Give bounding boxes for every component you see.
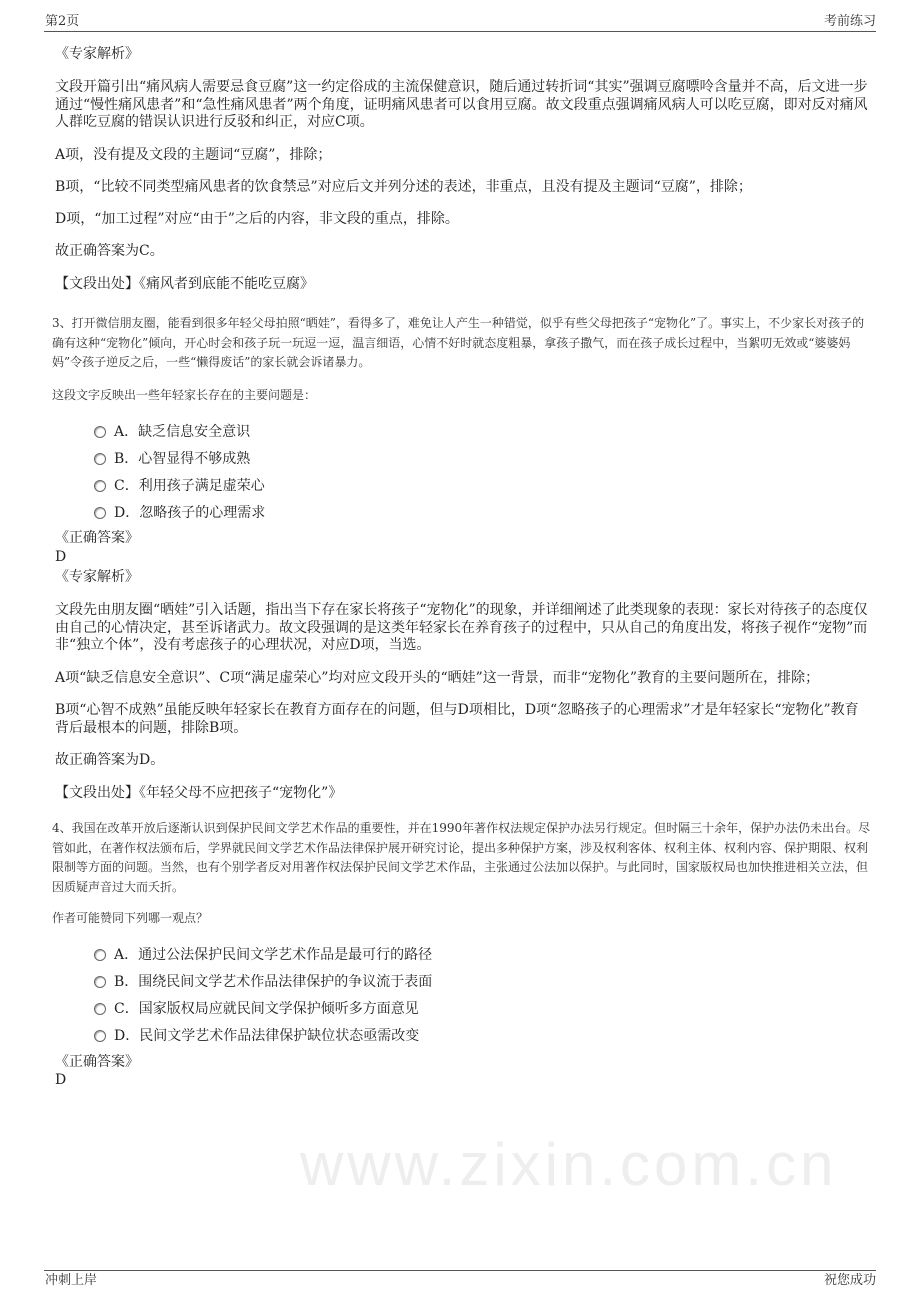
option-b-analysis: B项“心智不成熟”虽能反映年轻家长在教育方面存在的问题，但与D项相比，D项“忽略孩子的心理需求”才是年轻家长“宠物化”教育背后最根本的问题，排除B项。 [55, 702, 859, 736]
option-label: B．心智显得不够成熟 [114, 451, 251, 467]
option-ac-analysis: A项“缺乏信息安全意识”、C项“满足虚荣心”均对应文段开头的“晒娃”这一背景，而非“宠物化”教育的主要问题所在，排除； [55, 670, 820, 686]
question-4-option-b[interactable] [94, 972, 920, 992]
header-title: 考前练习 [823, 14, 876, 29]
question-3-option-c[interactable] [94, 476, 920, 496]
question-4-option-d[interactable] [94, 1026, 920, 1046]
page-number: 第2页 [45, 14, 80, 29]
question-3-prompt: 这段文字反映出一些年轻家长存在的主要问题是： [52, 388, 317, 402]
source: 【文段出处】《痛风者到底能不能吃豆腐》 [55, 276, 314, 292]
analysis-label: 《专家解析》 [55, 46, 139, 62]
conclusion: 故正确答案为C。 [55, 243, 164, 259]
question-4-option-a[interactable] [94, 945, 920, 965]
option-label: C．国家版权局应就民间文学保护倾听多方面意见 [114, 1001, 419, 1017]
radio-icon[interactable] [94, 1030, 106, 1042]
option-a-analysis: A项，没有提及文段的主题词“豆腐”，排除； [55, 147, 332, 163]
option-label: B．围绕民间文学艺术作品法律保护的争议流于表面 [114, 974, 433, 990]
option-label: D．忽略孩子的心理需求 [114, 505, 266, 521]
question-3-option-a[interactable] [94, 422, 920, 442]
option-label: D．民间文学艺术作品法律保护缺位状态亟需改变 [114, 1028, 420, 1044]
header-divider [44, 31, 876, 32]
option-label: A．通过公法保护民间文学艺术作品是最可行的路径 [114, 947, 433, 963]
question-4-prompt: 作者可能赞同下列哪一观点？ [52, 911, 209, 925]
radio-icon[interactable] [94, 507, 106, 519]
answer-value: D [55, 1072, 67, 1088]
question-3-text: 3、打开微信朋友圈，能看到很多年轻父母拍照“晒娃”，看得多了，难免让人产生一种错觉，似乎有些父母把孩子“宠物化”了。事实上，不少家长对孩子的确有这种“宠物化”倾向，开心时会和孩子玩一玩逗一逗，温言细语，心情不好时就态度粗暴，拿孩子撒气，而在孩子成长过程中，当絮叨无效或“婆婆妈妈”令孩子逆反之后，一些“懒得废话”的家长就会诉诸暴力。 [52, 316, 865, 369]
radio-icon[interactable] [94, 949, 106, 961]
footer-divider [44, 1270, 876, 1271]
analysis-text: 文段先由朋友圈“晒娃”引入话题，指出当下存在家长将孩子“宠物化”的现象，并详细阐述了此类现象的表现：家长对待孩子的态度仅由自己的心情决定，甚至诉诸武力。故文段强调的是这类年轻家长在养育孩子的过程中，只从自己的角度出发，将孩子视作“宠物”而非“独立个体”，没有考虑孩子的心理状况，对应D项，当选。 [55, 602, 868, 653]
radio-icon[interactable] [94, 1003, 106, 1015]
option-d-analysis: D项，“加工过程”对应“由于”之后的内容，非文段的重点，排除。 [55, 211, 459, 227]
radio-icon[interactable] [94, 480, 106, 492]
watermark: www.zixin.com.cn [300, 1131, 838, 1198]
option-label: A．缺乏信息安全意识 [114, 424, 251, 440]
question-4-text: 4、我国在改革开放后逐渐认识到保护民间文学艺术作品的重要性，并在1990年著作权法规定保护办法另行规定。但时隔三十余年，保护办法仍未出台。尽管如此，在著作权法颁布后，学界就民间文学艺术作品法律保护展开研究讨论，提出多种保护方案，涉及权利客体、权利主体、权利内容、保护期限、权利限制等方面的问题。当然，也有个别学者反对用著作权法保护民间文学艺术作品，主张通过公法加以保护。与此同时，国家版权局也加快推进相关立法，但因质疑声音过大而夭折。 [52, 821, 871, 894]
question-4-option-c[interactable] [94, 999, 920, 1019]
radio-icon[interactable] [94, 426, 106, 438]
source: 【文段出处】《年轻父母不应把孩子“宠物化”》 [55, 785, 343, 801]
answer-value: D [55, 549, 67, 565]
document-body [0, 46, 920, 1090]
answer-label: 《正确答案》 [55, 1054, 139, 1070]
conclusion: 故正确答案为D。 [55, 752, 165, 768]
option-label: C．利用孩子满足虚荣心 [114, 478, 265, 494]
option-b-analysis: B项，“比较不同类型痛风患者的饮食禁忌”对应后文并列分述的表述，非重点，且没有提及主题词“豆腐”，排除； [55, 179, 752, 195]
analysis-label: 《专家解析》 [55, 569, 139, 585]
question-3-option-b[interactable] [94, 449, 920, 469]
analysis-text: 文段开篇引出“痛风病人需要忌食豆腐”这一约定俗成的主流保健意识，随后通过转折词“其实”强调豆腐嘌呤含量并不高，后文进一步通过“慢性痛风患者”和“急性痛风患者”两个角度，证明痛风患者可以食用豆腐。故文段重点强调痛风病人可以吃豆腐，即对反对痛风人群吃豆腐的错误认识进行反驳和纠正，对应C项。 [55, 79, 868, 130]
footer-right: 祝您成功 [823, 1273, 876, 1288]
footer-left: 冲刺上岸 [45, 1273, 98, 1288]
radio-icon[interactable] [94, 976, 106, 988]
answer-label: 《正确答案》 [55, 530, 139, 546]
radio-icon[interactable] [94, 453, 106, 465]
question-3-option-d[interactable] [94, 503, 920, 523]
